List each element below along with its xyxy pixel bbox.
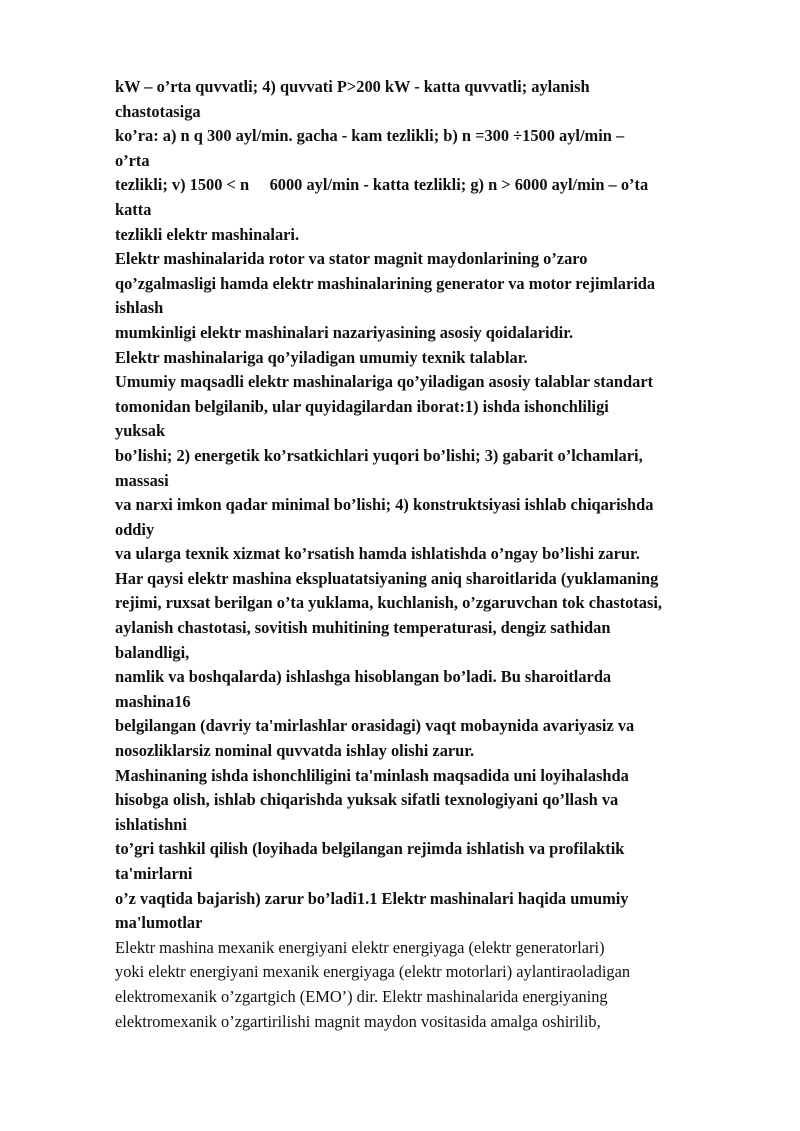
text-line: Elektr mashinalarida rotor va stator magnit maydonlarining o’zaro: [115, 249, 588, 269]
text-line: chastotasiga: [115, 101, 201, 121]
text-line: ta'mirlarni: [115, 864, 193, 883]
text-line: mashina16: [115, 691, 191, 711]
text-line: o’z vaqtida bajarish) zarur bo’ladi1.1 Elektr mashinalari haqida umumiy: [115, 888, 629, 908]
text-line: rejimi, ruxsat berilgan o’ta yuklama, kuchlanish, o’zgaruvchan tok chastotasi,: [115, 593, 662, 613]
text-line: hisobga olish, ishlab chiqarishda yuksak sifatli texnologiyani qo’llash va: [115, 790, 619, 810]
text-line: massasi: [115, 470, 169, 490]
text-line: Umumiy maqsadli elektr mashinalariga qo’yiladigan asosiy talablar standart: [115, 372, 654, 392]
text-line: qo’zgalmasligi hamda elektr mashinalarining generator va motor rejimlarida: [115, 273, 656, 293]
text-line: tezlikli; v) 1500 < n 6000 ayl/min - katta tezlikli; g) n > 6000 ayl/min – o’ta: [115, 175, 649, 195]
text-line: va ularga texnik xizmat ko’rsatish hamda ishlatishda o’ngay bo’lishi zarur.: [115, 544, 640, 564]
text-line: ma'lumotlar: [115, 913, 203, 933]
text-line: yuksak: [115, 421, 166, 441]
text-line: nosozliklarsiz nominal quvvatda ishlay olishi zarur.: [115, 741, 475, 761]
text-line: ko’ra: a) n q 300 ayl/min. gacha - kam tezlikli; b) n =300 ÷1500 ayl/min –: [115, 126, 625, 146]
text-line: o’rta: [115, 150, 150, 170]
text-line: Har qaysi elektr mashina ekspluatatsiyaning aniq sharoitlarida (yuklamaning: [115, 568, 659, 588]
text-line: kW – o’rta quvvatli; 4) quvvati P>200 kW - katta quvvatli; aylanish: [115, 77, 590, 96]
text-line: belgilangan (davriy ta'mirlashlar orasidagi) vaqt mobaynida avariyasiz va: [115, 716, 635, 736]
text-line: elektromexanik o’zgartirilishi magnit maydon vositasida amalga oshirilib,: [115, 1011, 601, 1031]
text-line: to’gri tashkil qilish (loyihada belgilangan rejimda ishlatish va profilaktik: [115, 839, 625, 859]
text-line: elektromexanik o’zgartgich (EMO’) dir. Elektr mashinalarida energiyaning: [115, 986, 608, 1006]
text-line: ishlash: [115, 298, 164, 318]
text-line: oddiy: [115, 519, 155, 539]
text-line: tomonidan belgilanib, ular quyidagilardan iborat:1) ishda ishonchliligi: [115, 396, 609, 416]
text-line: namlik va boshqalarda) ishlashga hisoblangan bo’ladi. Bu sharoitlarda: [115, 667, 612, 687]
bold-text-block: [115, 75, 755, 936]
text-line: tezlikli elektr mashinalari.: [115, 224, 300, 244]
text-line: aylanish chastotasi, sovitish muhitining temperaturasi, dengiz sathidan: [115, 618, 611, 638]
text-line: katta: [115, 199, 152, 219]
text-line: bo’lishi; 2) energetik ko’rsatkichlari yuqori bo’lishi; 3) gabarit o’lchamlari,: [115, 445, 643, 465]
text-line: mumkinligi elektr mashinalari nazariyasining asosiy qoidalaridir.: [115, 322, 574, 342]
text-line: yoki elektr energiyani mexanik energiyaga (elektr motorlari) aylantiraoladigan: [115, 962, 631, 982]
text-line: va narxi imkon qadar minimal bo’lishi; 4) konstruktsiyasi ishlab chiqarishda: [115, 495, 654, 515]
text-line: ishlatishni: [115, 814, 187, 834]
text-line: Elektr mashina mexanik energiyani elektr energiyaga (elektr generatorlari): [115, 937, 605, 957]
body-text-block: [115, 936, 755, 1034]
text-line: balandligi,: [115, 642, 190, 662]
document-page: [115, 75, 755, 1034]
text-line: Mashinaning ishda ishonchliligini ta'minlash maqsadida uni loyihalashda: [115, 765, 629, 785]
section-heading: Elektr mashinalariga qo’yiladigan umumiy texnik talablar.: [115, 347, 528, 367]
